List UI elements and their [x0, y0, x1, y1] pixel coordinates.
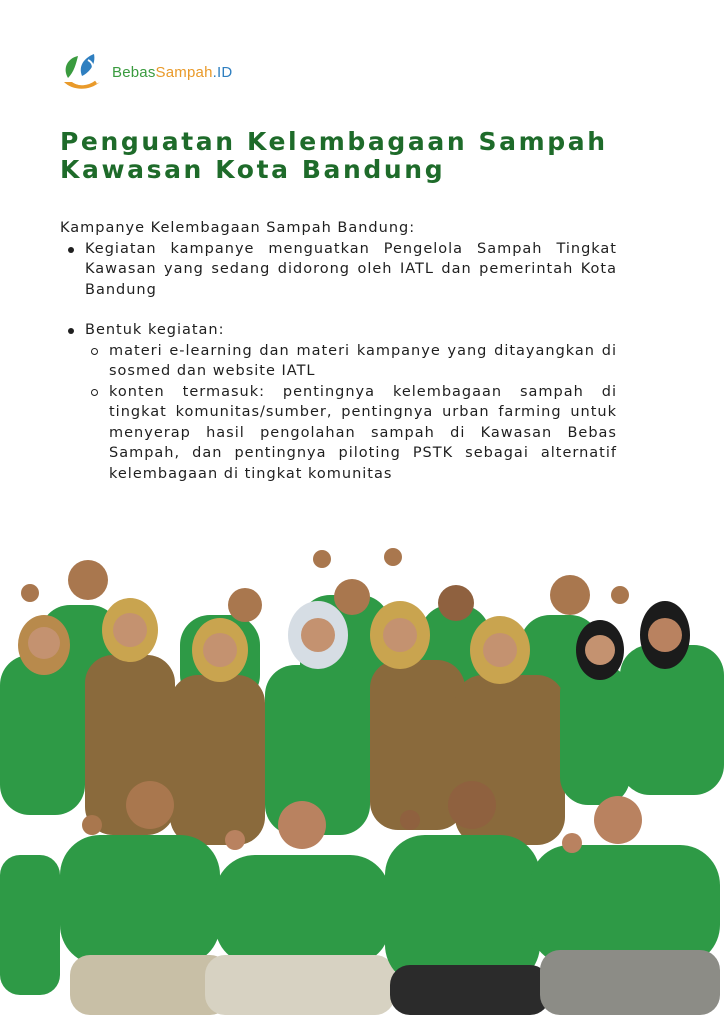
bentuk-kegiatan-label: Bentuk kegiatan: — [85, 322, 225, 338]
group-photo-icon — [0, 535, 724, 1024]
content-body — [60, 218, 617, 484]
brand-name-part1: Bebas — [112, 63, 156, 81]
intro-text: Kampanye Kelembagaan Sampah Bandung: — [60, 220, 416, 236]
brand-name-part3: .ID — [212, 63, 233, 81]
bebassampah-logo-icon — [58, 48, 106, 96]
sub-item-konten: konten termasuk: pentingnya kelembagaan sampah di tingkat komunitas/sumber, pentingnya urban farming untuk menyerap hasil pengolahan sampah di Kawasan Bebas Sampah, dan pentingnya piloting PSTK sebagai alternatif kelembagaan di tingkat komunitas — [85, 382, 617, 485]
sub-item-materi: materi e-learning dan materi kampanye yang ditayangkan di sosmed dan website IATL — [85, 341, 617, 382]
brand-name — [112, 64, 232, 81]
title-line-1: Penguatan Kelembagaan Sampah — [60, 127, 608, 156]
list-item-kegiatan: Kegiatan kampanye menguatkan Pengelola Sampah Tingkat Kawasan yang sedang didorong oleh IATL dan pemerintah Kota Bandung — [60, 239, 617, 301]
sub-list — [85, 341, 617, 485]
main-list — [60, 239, 617, 485]
page-title — [60, 128, 660, 184]
brand-logo — [58, 48, 232, 96]
brand-name-part2: Sampah — [155, 63, 213, 81]
list-item-bentuk-kegiatan — [60, 320, 617, 484]
group-photo — [0, 535, 724, 1024]
title-line-2: Kawasan Kota Bandung — [60, 155, 446, 184]
list-spacer — [60, 300, 617, 320]
